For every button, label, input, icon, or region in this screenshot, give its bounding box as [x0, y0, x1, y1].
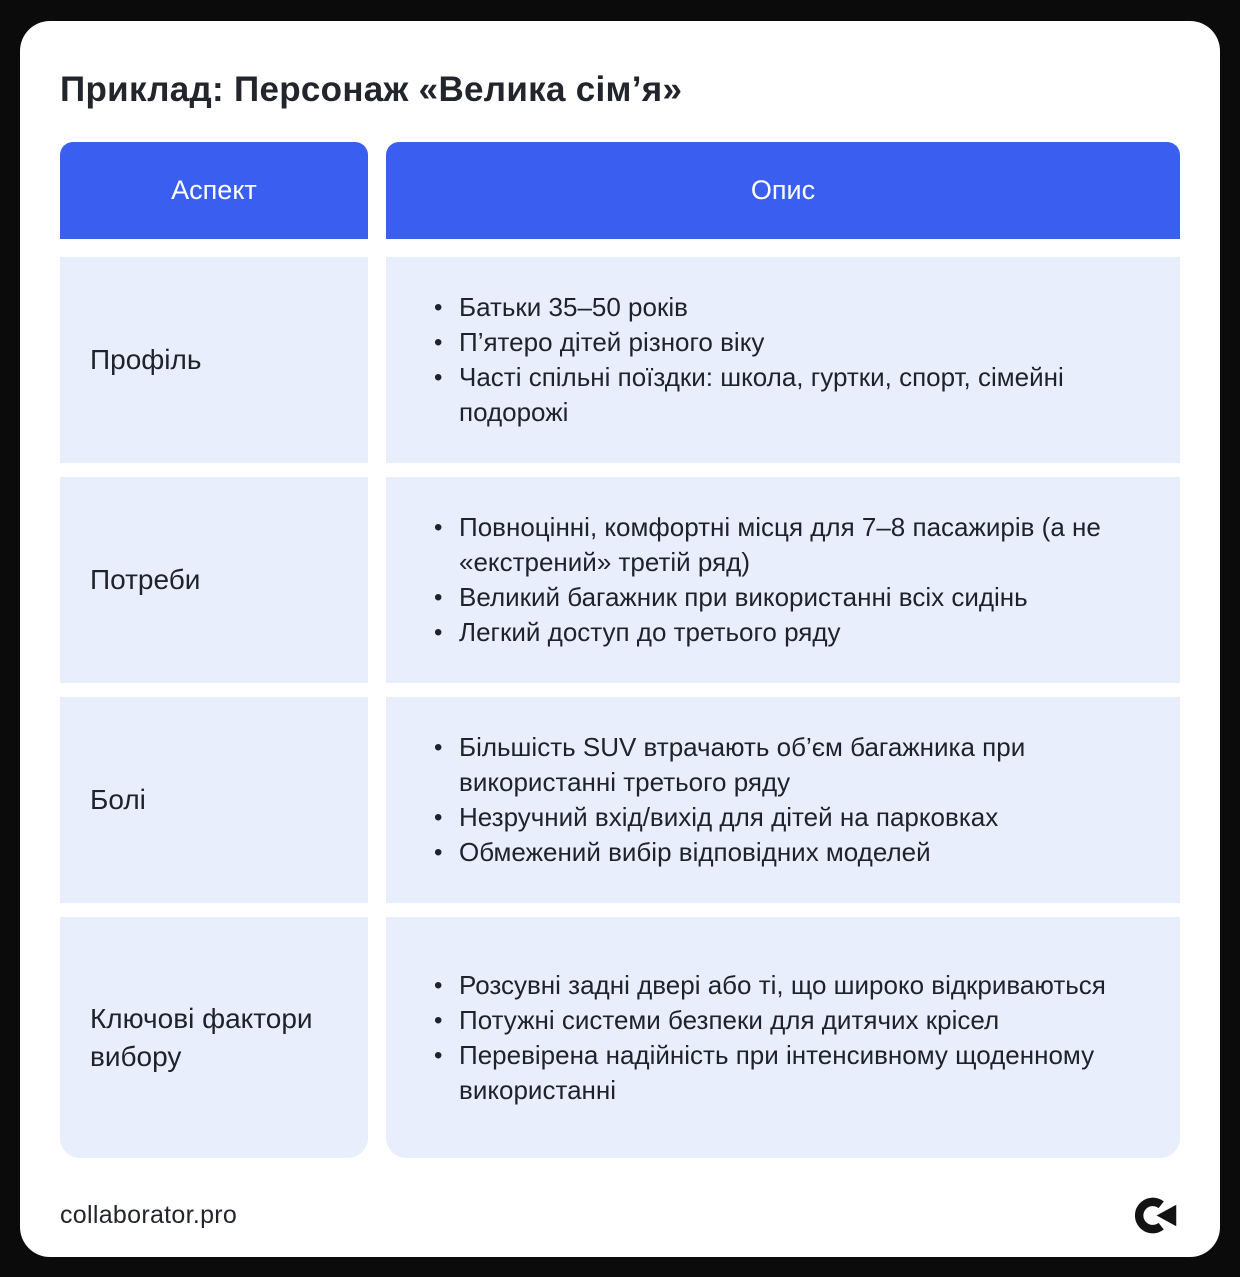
page-title: Приклад: Персонаж «Велика сім’я»	[60, 70, 683, 109]
column-header-description: Опис	[386, 142, 1180, 239]
table-row	[60, 697, 1180, 903]
site-label: collaborator.pro	[60, 1201, 238, 1229]
table-row	[60, 917, 1180, 1158]
aspect-label: Болі	[90, 784, 146, 815]
bullet-item: • Легкий доступ до третього ряду	[432, 615, 1152, 650]
column-header-aspect: Аспект	[60, 142, 368, 239]
bullet-item: • Розсувні задні двері або ті, що широко відкриваються	[432, 968, 1152, 1003]
description-cell	[386, 477, 1180, 683]
aspect-label: Ключові фактори вибору	[90, 1002, 313, 1072]
aspect-cell	[60, 697, 368, 903]
bullet-item: • Батьки 35–50 років	[432, 290, 1152, 325]
aspect-cell	[60, 257, 368, 463]
aspect-label: Профіль	[90, 344, 202, 375]
aspect-cell	[60, 917, 368, 1158]
bullet-item: • Часті спільні поїздки: школа, гуртки, спорт, сімейні подорожі	[432, 360, 1152, 430]
table-row	[60, 257, 1180, 463]
table-row	[60, 477, 1180, 683]
aspect-label: Потреби	[90, 564, 201, 595]
bullet-item: • Перевірена надійність при інтенсивному щоденному використанні	[432, 1038, 1152, 1108]
footer	[60, 1193, 1180, 1238]
bullet-item: • Незручний вхід/вихід для дітей на парковках	[432, 800, 1152, 835]
aspect-cell	[60, 477, 368, 683]
bullet-item: • Повноцінні, комфортні місця для 7–8 пасажирів (а не «екстрений» третій ряд)	[432, 510, 1152, 580]
bullet-item: • Більшість SUV втрачають об’єм багажника при використанні третього ряду	[432, 730, 1152, 800]
collaborator-logo-icon	[1135, 1193, 1180, 1238]
bullet-item: • Обмежений вибір відповідних моделей	[432, 835, 1152, 870]
bullet-list	[386, 968, 1152, 1108]
bullet-item: • П’ятеро дітей різного віку	[432, 325, 1152, 360]
description-cell	[386, 697, 1180, 903]
content-card	[20, 21, 1220, 1257]
persona-table	[60, 142, 1180, 1158]
description-cell	[386, 917, 1180, 1158]
bullet-item: • Потужні системи безпеки для дитячих крісел	[432, 1003, 1152, 1038]
bullet-item: • Великий багажник при використанні всіх сидінь	[432, 580, 1152, 615]
table-body	[60, 257, 1180, 1158]
bullet-list	[386, 290, 1152, 430]
bullet-list	[386, 510, 1152, 650]
description-cell	[386, 257, 1180, 463]
bullet-list	[386, 730, 1152, 870]
table-header-row	[60, 142, 1180, 239]
